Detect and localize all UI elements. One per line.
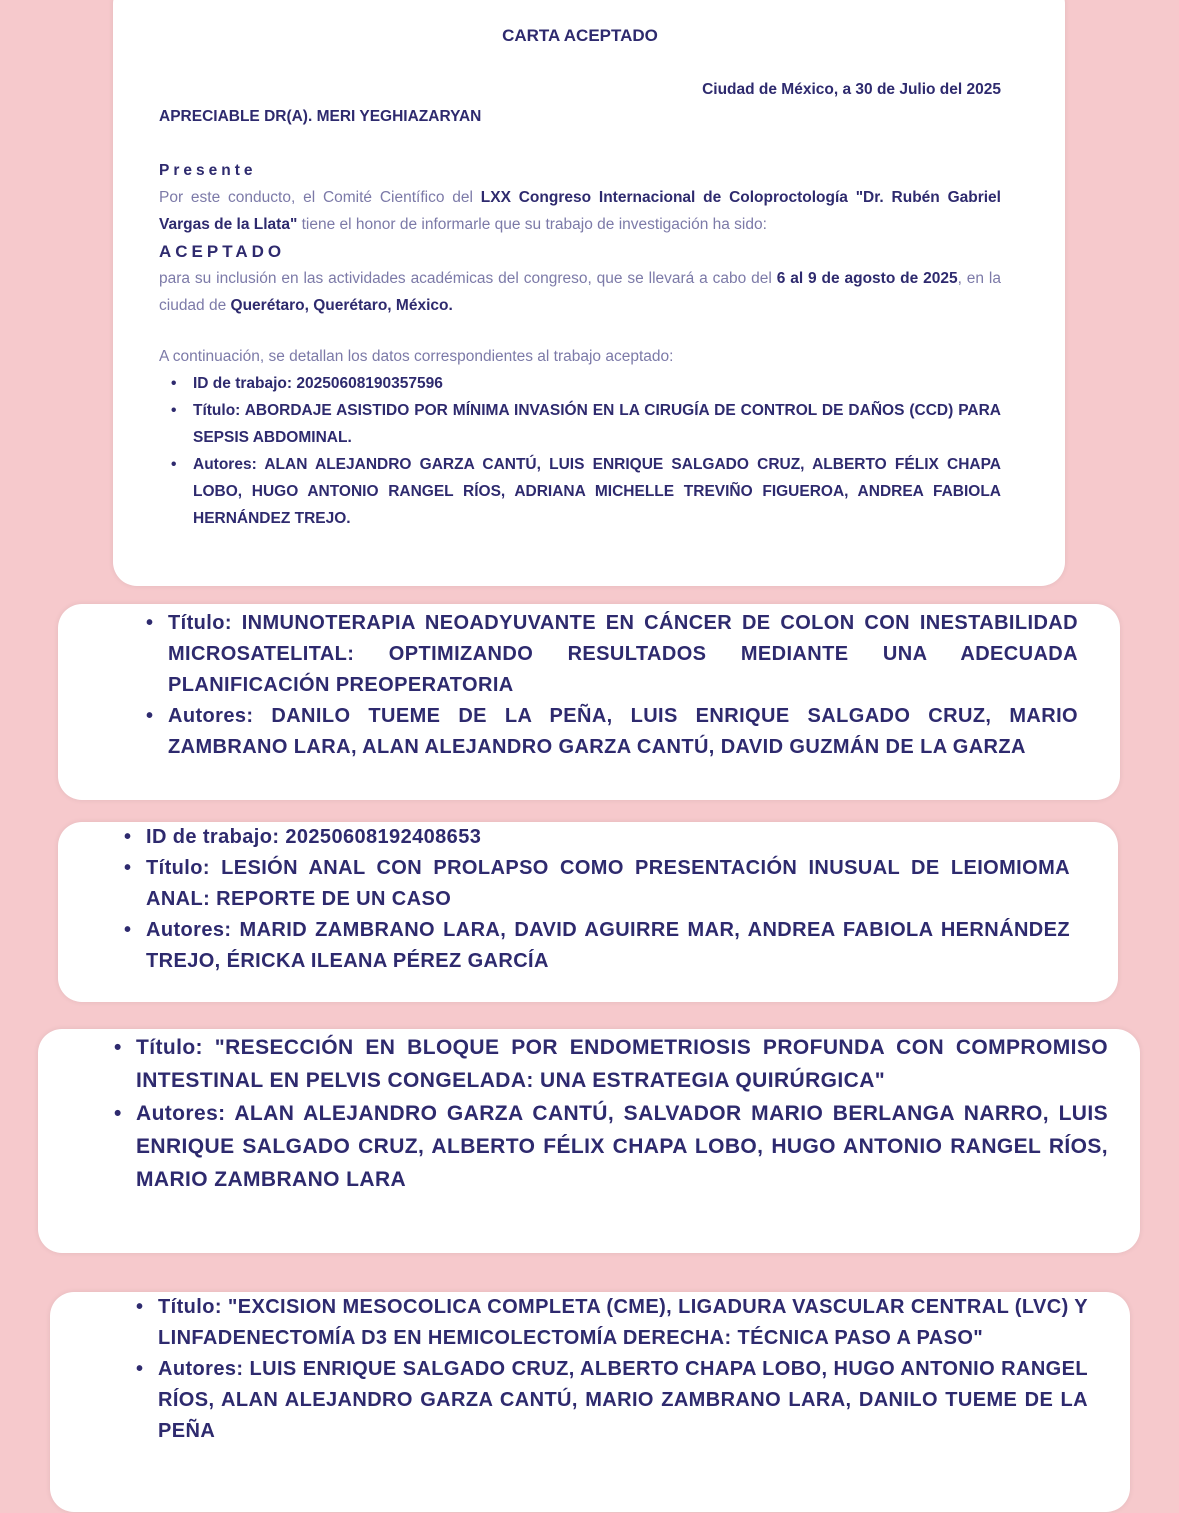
list-item: • Título: INMUNOTERAPIA NEOADYUVANTE EN CÁNCER DE COLON CON INESTABILIDAD MICROSATELITAL: OPTIMIZANDO RESULTADOS MEDIANTE UNA ADECUADA PLANIFICACIÓN PREOPERATORIA [146,612,1078,696]
letter-inclusion [159,265,1001,319]
work-card-1 [58,604,1120,800]
work-list [136,1292,1088,1447]
list-item: • Autores: MARID ZAMBRANO LARA, DAVID AGUIRRE MAR, ANDREA FABIOLA HERNÁNDEZ TREJO, ÉRICKA ILEANA PÉREZ GARCÍA [124,919,1070,972]
letter-presente: Presente [159,162,257,179]
letter-intro [159,184,1001,238]
work-card-4 [50,1292,1130,1512]
inclusion-text-1: para su inclusión en las actividades académicas del congreso, que se llevará a cabo del [159,270,777,287]
congress-name: LXX Congreso Internacional de Coloproctología "Dr. Rubén Gabriel Vargas de la Llata" [159,189,1001,233]
list-item: • Autores: ALAN ALEJANDRO GARZA CANTÚ, SALVADOR MARIO BERLANGA NARRO, LUIS ENRIQUE SALGADO CRUZ, ALBERTO FÉLIX CHAPA LOBO, HUGO ANTONIO RANGEL RÍOS, MARIO ZAMBRANO LARA [114,1102,1108,1191]
work-list [124,822,1070,977]
list-item: • Título: "EXCISION MESOCOLICA COMPLETA (CME), LIGADURA VASCULAR CENTRAL (LVC) Y LINFADENECTOMÍA D3 EN HEMICOLECTOMÍA DERECHA: TÉCNICA PASO A PASO" [136,1296,1088,1349]
letter-details-list [159,370,1001,532]
intro-text-1: Por este conducto, el Comité Científico del [159,189,481,206]
list-item: • Autores: LUIS ENRIQUE SALGADO CRUZ, ALBERTO CHAPA LOBO, HUGO ANTONIO RANGEL RÍOS, ALAN ALEJANDRO GARZA CANTÚ, MARIO ZAMBRANO LARA, DANILO TUEME DE LA PEÑA [136,1358,1088,1442]
inclusion-text-2: , en la ciudad de [159,270,1001,314]
letter-date: Ciudad de México, a 30 de Julio del 2025 [702,81,1001,98]
work-list [146,608,1078,763]
acceptance-letter-card [113,0,1065,586]
congress-dates: 6 al 9 de agosto de 2025 [776,270,958,287]
congress-city: Querétaro, Querétaro, México. [230,297,453,314]
intro-text-2: tiene el honor de informarle que su trabajo de investigación ha sido: [297,216,767,233]
list-item: • Título: ABORDAJE ASISTIDO POR MÍNIMA INVASIÓN EN LA CIRUGÍA DE CONTROL DE DAÑOS (CCD) PARA SEPSIS ABDOMINAL. [171,402,1001,446]
letter-status: ACEPTADO [159,242,286,261]
letter-title: CARTA ACEPTADO [502,26,658,45]
list-item: • Título: LESIÓN ANAL CON PROLAPSO COMO PRESENTACIÓN INUSUAL DE LEIOMIOMA ANAL: REPORTE DE UN CASO [124,857,1070,910]
work-card-3 [38,1029,1140,1253]
work-card-2 [58,822,1118,1002]
work-list [114,1031,1108,1196]
list-item: • Autores: ALAN ALEJANDRO GARZA CANTÚ, LUIS ENRIQUE SALGADO CRUZ, ALBERTO FÉLIX CHAPA LOBO, HUGO ANTONIO RANGEL RÍOS, ADRIANA MICHELLE TREVIÑO FIGUEROA, ANDREA FABIOLA HERNÁNDEZ TREJO. [171,456,1001,527]
list-item: • Título: "RESECCIÓN EN BLOQUE POR ENDOMETRIOSIS PROFUNDA CON COMPROMISO INTESTINAL EN PELVIS CONGELADA: UNA ESTRATEGIA QUIRÚRGICA" [114,1036,1108,1092]
letter-salutation: APRECIABLE DR(A). MERI YEGHIAZARYAN [159,108,482,125]
list-item: • Autores: DANILO TUEME DE LA PEÑA, LUIS ENRIQUE SALGADO CRUZ, MARIO ZAMBRANO LARA, ALAN ALEJANDRO GARZA CANTÚ, DAVID GUZMÁN DE LA GARZA [146,705,1078,758]
details-intro: A continuación, se detallan los datos correspondientes al trabajo aceptado: [159,348,674,365]
list-item: • ID de trabajo: 20250608190357596 [171,375,443,392]
list-item: • ID de trabajo: 20250608192408653 [124,826,482,848]
